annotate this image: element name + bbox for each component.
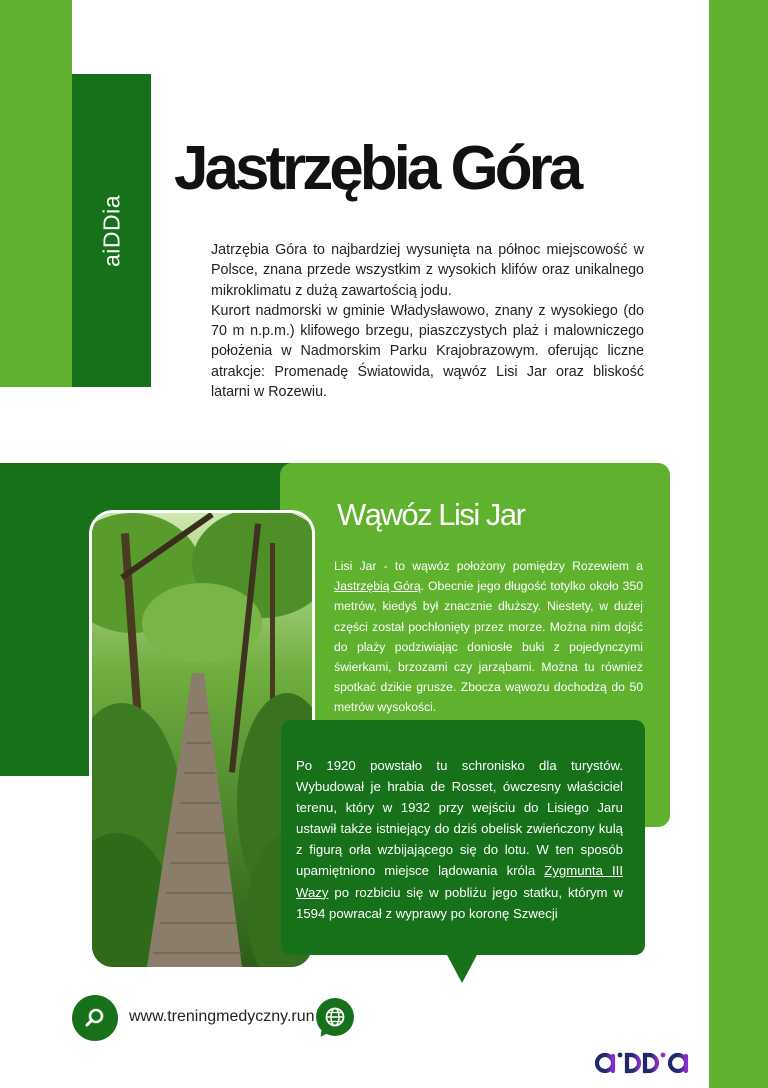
intro-text bbox=[211, 240, 644, 402]
note-text-part: po rozbiciu się w pobliżu jego statku, którym w 1594 powracał z wyprawy po koronę Szwecji bbox=[296, 884, 623, 921]
section-title: Wąwóz Lisi Jar bbox=[337, 497, 525, 532]
note-text-part: Po 1920 powstało tu schronisko dla turystów. Wybudował je hrabia de Rosset, ówczesny właściciel terenu, który w 1932 przy wejściu do Lisiego Jaru ustawił także istniejący do dziś obelisk zwieńczony kulą z figurą orła wzbijającego się do lotu. W ten sposób upamiętniono miejsce lądowania króla bbox=[296, 758, 623, 879]
history-note-text bbox=[296, 755, 623, 924]
search-button[interactable] bbox=[72, 995, 118, 1041]
website-url[interactable]: www.treningmedyczny.run bbox=[129, 1008, 315, 1025]
intro-paragraph: Kurort nadmorski w gminie Władysławowo, znany z wysokiego (do 70 m n.p.m.) klifowego brzegu, piaszczystych plaż i malowniczego położenia w Nadmorskim Parku Krajobrazowym. oferując liczne atrakcje: Promenadę Światowida, wąwóz Lisi Jar oraz bliskość latarni w Rozewiu. bbox=[211, 302, 644, 401]
globe-icon bbox=[324, 1006, 346, 1028]
intro-paragraph: Jatrzębia Góra to najbardziej wysunięta na północ miejscowość w Polsce, znana przede wszystkim z wysokich klifów oraz unikalnego mikroklimatu z dużą zawartością jodu. bbox=[211, 242, 644, 299]
aiddia-logo-mark bbox=[593, 1050, 690, 1076]
page-title: Jastrzębia Góra bbox=[174, 134, 580, 203]
side-brand bbox=[72, 74, 151, 387]
section-text-part: Lisi Jar - to wąwóz położony pomiędzy Rozewiem a bbox=[334, 559, 643, 573]
section-text bbox=[334, 556, 643, 718]
globe-button[interactable] bbox=[316, 998, 354, 1036]
jastrzebia-gora-link[interactable]: Jastrzębią Górą bbox=[334, 579, 421, 594]
side-brand-label: aiDDia bbox=[98, 194, 124, 267]
note-bubble-tail bbox=[446, 953, 478, 983]
aiddia-logo bbox=[593, 1050, 690, 1076]
left-accent-band bbox=[0, 0, 72, 387]
section-text-part: . Obecnie jego długość totylko około 350 metrów, kiedyś był znacznie dłuższy. Niestety, w dużej części został pochłonięty przez morze. Można nim dojść do plaży podziwiając doniosłe buki z pojedynczymi świerkami, brzozami czy jarząbami. Można tu również spotkać dzikie grusze. Zbocza wąwozu dochodzą do 50 metrów wysokości. bbox=[334, 579, 644, 715]
search-icon bbox=[84, 1007, 106, 1029]
right-accent-band bbox=[709, 0, 768, 1088]
forest-ravine-image bbox=[92, 513, 312, 967]
zygmunt-link[interactable]: Zygmunta III Wazy bbox=[296, 863, 623, 900]
